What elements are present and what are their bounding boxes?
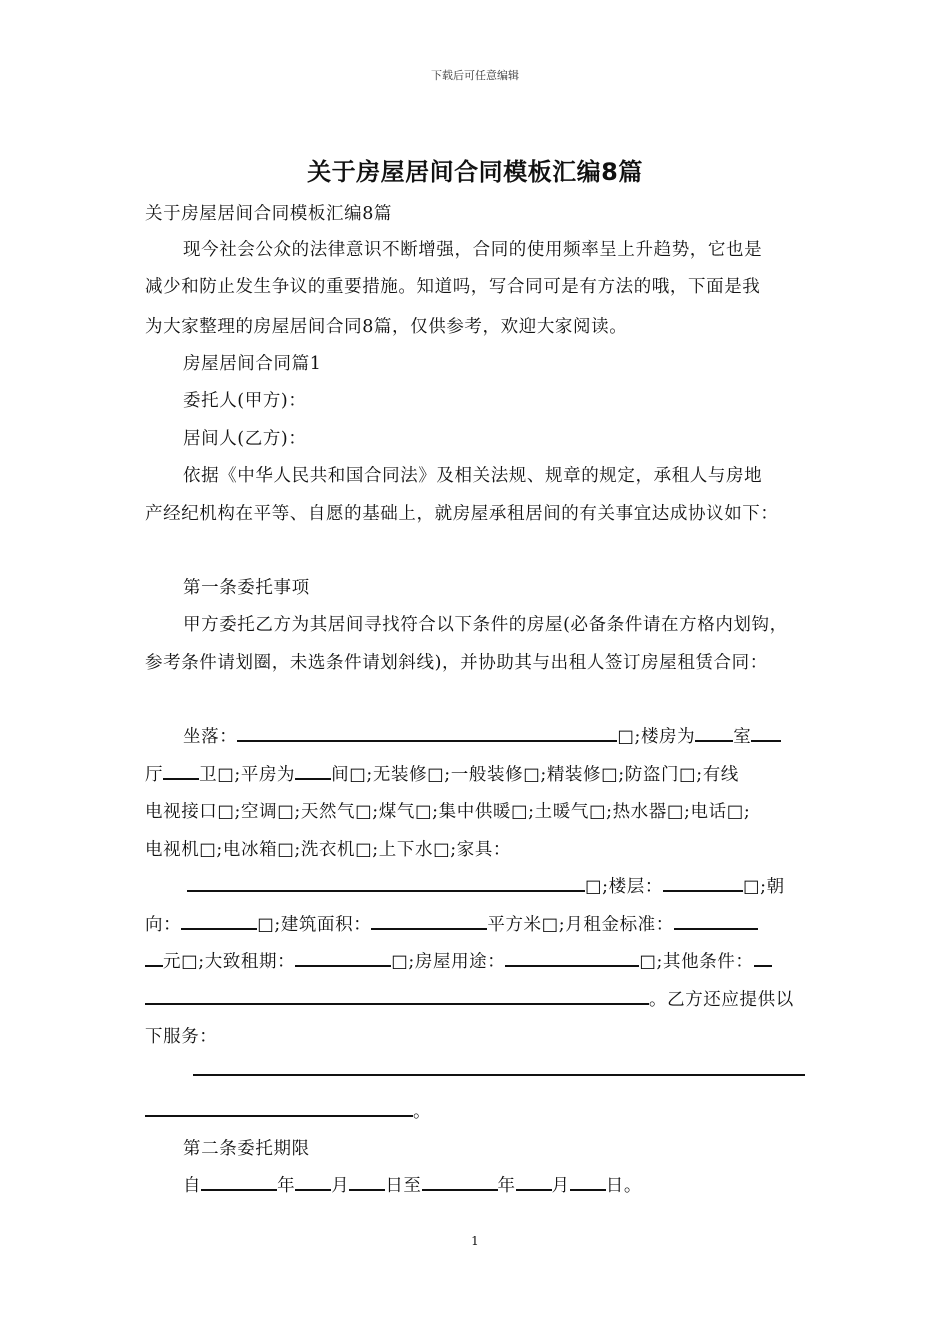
form-line-services-head: 下服务： [145, 1027, 218, 1047]
term-blank[interactable] [295, 951, 391, 967]
furniture-blank[interactable] [187, 876, 585, 892]
services-blank[interactable] [193, 1060, 805, 1076]
period-line [183, 1172, 642, 1197]
article-2-title: 第二条委托期限 [183, 1139, 310, 1159]
flat-rooms-blank[interactable] [295, 764, 331, 780]
room-count-blank[interactable] [695, 726, 733, 742]
term-label: 元□;大致租期： [163, 952, 296, 972]
day-to-label: 日至 [385, 1176, 422, 1196]
end-mark: 。 [413, 1102, 432, 1122]
hall-label: 厅 [145, 765, 164, 785]
decoration-options: 间□;无装修□;一般装修□;精装修□;防盗门□;有线 [331, 765, 739, 785]
rent-blank[interactable] [674, 914, 758, 930]
day-end-label: 日。 [605, 1176, 642, 1196]
party-a-label: 委托人(甲方)： [183, 391, 307, 411]
facing-blank[interactable] [181, 914, 257, 930]
bath-flat-label: 卫□;平房为 [199, 765, 296, 785]
area-blank[interactable] [371, 914, 487, 930]
rent-blank-cont[interactable] [145, 951, 163, 967]
form-line-furniture [187, 873, 785, 898]
intro-line-3: 为大家整理的房屋居间合同8篇，仅供参考，欢迎大家阅读。 [145, 317, 628, 337]
usage-blank[interactable] [505, 951, 639, 967]
year-label: 年 [277, 1176, 296, 1196]
document-title: 关于房屋居间合同模板汇编8篇 [307, 158, 643, 186]
floor-blank[interactable] [663, 876, 743, 892]
article-1-line-2: 参考条件请划圈，未选条件请划斜线)，并协助其与出租人签订房屋租赁合同： [145, 653, 768, 673]
services-blank-cont[interactable] [145, 1101, 413, 1117]
room-label: 室 [733, 727, 752, 747]
form-line-other [145, 986, 794, 1011]
start-month-blank[interactable] [295, 1175, 331, 1191]
form-line-layout [145, 761, 739, 786]
location-label: 坐落： [183, 727, 238, 747]
other-blank-cont[interactable] [145, 989, 649, 1005]
article-1-line-1: 甲方委托乙方为其居间寻找符合以下条件的房屋(必备条件请在方格内划钩， [183, 615, 788, 635]
services-label: 。乙方还应提供以 [649, 990, 794, 1010]
facing-label-2: 向： [145, 915, 182, 935]
intro-line-1: 现今社会公众的法律意识不断增强，合同的使用频率呈上升趋势，它也是 [183, 240, 763, 260]
rent-label: 平方米□;月租金标准： [487, 915, 674, 935]
start-year-blank[interactable] [201, 1175, 277, 1191]
header-note: 下载后可任意编辑 [431, 69, 519, 82]
article-1-title: 第一条委托事项 [183, 578, 310, 598]
form-line-services-end [145, 1098, 431, 1123]
usage-label: □;房屋用途： [391, 952, 506, 972]
other-label: □;其他条件： [639, 952, 754, 972]
form-line-services [193, 1060, 805, 1081]
party-b-label: 居间人(乙方)： [183, 429, 307, 449]
subtitle: 关于房屋居间合同模板汇编8篇 [145, 204, 393, 224]
page-number: 1 [471, 1234, 479, 1248]
intro-line-2: 减少和防止发生争议的重要措施。知道吗，写合同可是有方法的哦，下面是我 [145, 277, 761, 297]
end-day-blank[interactable] [570, 1175, 606, 1191]
floor-label: □;楼层： [585, 877, 663, 897]
hall-count-blank[interactable] [751, 726, 781, 742]
end-year-blank[interactable] [422, 1175, 498, 1191]
form-line-appliances-2: 电视机□;电冰箱□;洗衣机□;上下水□;家具： [145, 840, 512, 860]
location-blank[interactable] [237, 726, 617, 742]
month-label: 月 [331, 1176, 350, 1196]
form-line-location [183, 723, 781, 748]
section-heading: 房屋居间合同篇1 [183, 354, 322, 374]
building-label: □;楼房为 [617, 727, 696, 747]
end-month-blank[interactable] [516, 1175, 552, 1191]
other-blank[interactable] [754, 951, 772, 967]
year-label-2: 年 [497, 1176, 516, 1196]
form-line-term [145, 948, 772, 973]
area-label: □;建筑面积： [257, 915, 372, 935]
basis-line-1: 依据《中华人民共和国合同法》及相关法规、规章的规定，承租人与房地 [183, 466, 763, 486]
form-line-appliances-1: 电视接口□;空调□;天然气□;煤气□;集中供暖□;土暖气□;热水器□;电话□; [145, 802, 751, 822]
start-day-blank[interactable] [349, 1175, 385, 1191]
form-line-area [145, 911, 758, 936]
month-label-2: 月 [551, 1176, 570, 1196]
bath-count-blank[interactable] [163, 764, 199, 780]
facing-label: □;朝 [742, 877, 785, 897]
basis-line-2: 产经纪机构在平等、自愿的基础上，就房屋承租居间的有关事宜达成协议如下： [145, 504, 779, 524]
from-label: 自 [183, 1176, 202, 1196]
